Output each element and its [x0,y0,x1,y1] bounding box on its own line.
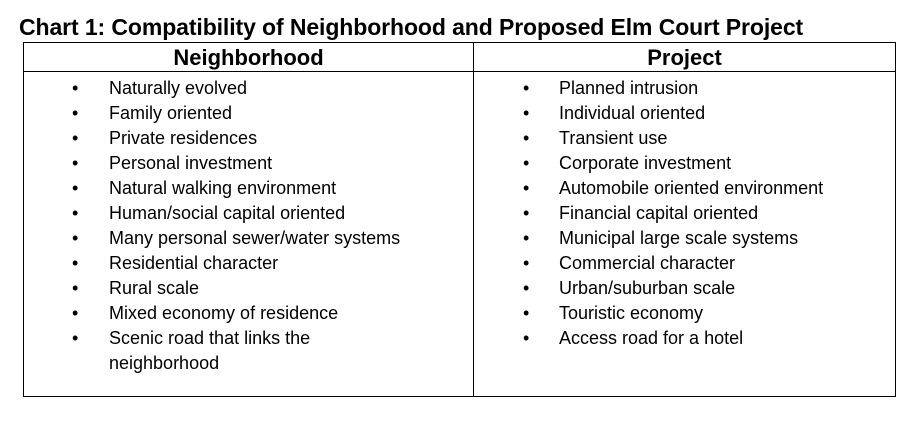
neighborhood-header: Neighborhood [173,45,324,70]
bullet-icon: • [523,128,530,148]
list-item: • Transient use [474,126,895,151]
list-item: • Financial capital oriented [474,201,895,226]
list-item: • Personal investment [24,151,473,176]
list-item: • Urban/suburban scale [474,276,895,301]
bullet-icon: • [523,278,530,298]
bullet-icon: • [72,253,79,273]
list-item: • Residential character [24,251,473,276]
list-item: • Mixed economy of residence [24,301,473,326]
list-item: • Rural scale [24,276,473,301]
list-item: • Corporate investment [474,151,895,176]
list-item: • Automobile oriented environment [474,176,895,201]
bullet-icon: • [72,203,79,223]
list-item: • Planned intrusion [474,76,895,101]
project-header: Project [647,45,722,70]
comparison-table [23,42,896,397]
bullet-icon: • [72,153,79,173]
bullet-icon: • [523,303,530,323]
list-item: • Touristic economy [474,301,895,326]
neighborhood-list [24,76,473,376]
list-item: • Individual oriented [474,101,895,126]
list-item: • Private residences [24,126,473,151]
list-item: • Naturally evolved [24,76,473,101]
bullet-icon: • [523,228,530,248]
list-item: • Natural walking environment [24,176,473,201]
bullet-icon: • [523,103,530,123]
bullet-icon: • [72,278,79,298]
list-item: • Municipal large scale systems [474,226,895,251]
list-item: • Access road for a hotel [474,326,895,351]
bullet-icon: • [72,328,79,348]
bullet-icon: • [72,128,79,148]
list-item: • Commercial character [474,251,895,276]
bullet-icon: • [72,103,79,123]
bullet-icon: • [523,178,530,198]
bullet-icon: • [523,328,530,348]
header-rule [24,71,895,72]
bullet-icon: • [523,203,530,223]
bullet-icon: • [72,303,79,323]
chart-title: Chart 1: Compatibility of Neighborhood and Proposed Elm Court Project [19,14,804,40]
bullet-icon: • [72,178,79,198]
list-item: • Scenic road that links the neighborhood [72,328,311,373]
bullet-icon: • [523,253,530,273]
bullet-icon: • [523,153,530,173]
list-item: • Human/social capital oriented [24,201,473,226]
list-item: • Family oriented [24,101,473,126]
project-list [474,76,895,351]
bullet-icon: • [72,228,79,248]
list-item: • Many personal sewer/water systems [24,226,473,251]
bullet-icon: • [523,78,530,98]
bullet-icon: • [72,78,79,98]
